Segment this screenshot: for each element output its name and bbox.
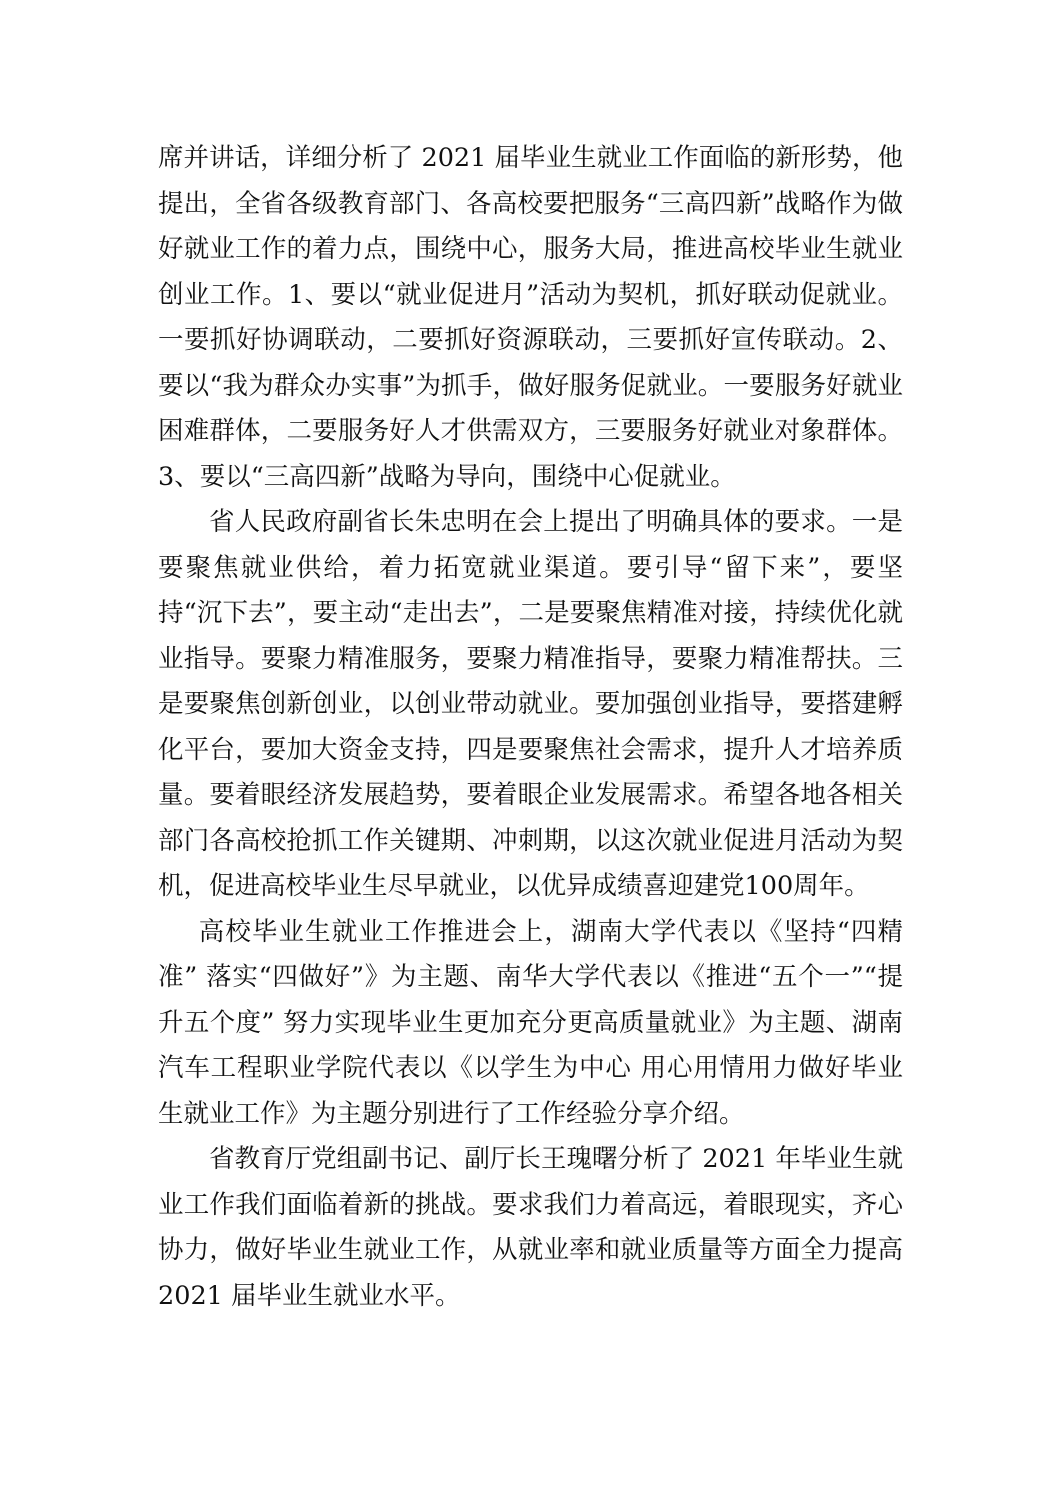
paragraph-2: 省人民政府副省长朱忠明在会上提出了明确具体的要求。一是要聚焦就业供给，着力拓宽就业渠道。要引导“留下来”，要坚持“沉下去”，要主动“走出去”，二是要聚焦精准对接，持续优化就业指导。要聚力精准服务，要聚力精准指导，要聚力精准帮扶。三是要聚焦创新创业，以创业带动就业。要加强创业指导，要搭建孵化平台，要加大资金支持，四是要聚焦社会需求，提升人才培养质量。要着眼经济发展趋势，要着眼企业发展需求。希望各地各相关部门各高校抢抓工作关键期、冲刺期，以这次就业促进月活动为契机，促进高校毕业生尽早就业，以优异成绩喜迎建党100周年。 bbox=[158, 507, 903, 901]
paragraph-1: 席并讲话，详细分析了 2021 届毕业生就业工作面临的新形势，他提出，全省各级教育部门、各高校要把服务“三高四新”战略作为做好就业工作的着力点，围绕中心，服务大局，推进高校毕业生就业创业工作。1、要以“就业促进月”活动为契机，抓好联动促就业。一要抓好协调联动，二要抓好资源联动，三要抓好宣传联动。2、要以“我为群众办实事”为抓手，做好服务促就业。一要服务好就业困难群体，二要服务好人才供需双方，三要服务好就业对象群体。3、要以“三高四新”战略为导向，围绕中心促就业。 bbox=[158, 143, 903, 492]
paragraph-4: 省教育厅党组副书记、副厅长王瑰曙分析了 2021 年毕业生就业工作我们面临着新的挑战。要求我们力着高远，着眼现实，齐心协力，做好毕业生就业工作，从就业率和就业质量等方面全力提高2021 届毕业生就业水平。 bbox=[158, 1144, 903, 1311]
paragraph-3: 高校毕业生就业工作推进会上，湖南大学代表以《坚持“四精准” 落实“四做好”》为主题、南华大学代表以《推进“五个一”“提升五个度” 努力实现毕业生更加充分更高质量就业》为主题、湖南汽车工程职业学院代表以《以学生为中心 用心用情用力做好毕业生就业工作》为主题分别进行了工作经验分享介绍。 bbox=[158, 916, 903, 1129]
document-body bbox=[158, 136, 903, 1319]
